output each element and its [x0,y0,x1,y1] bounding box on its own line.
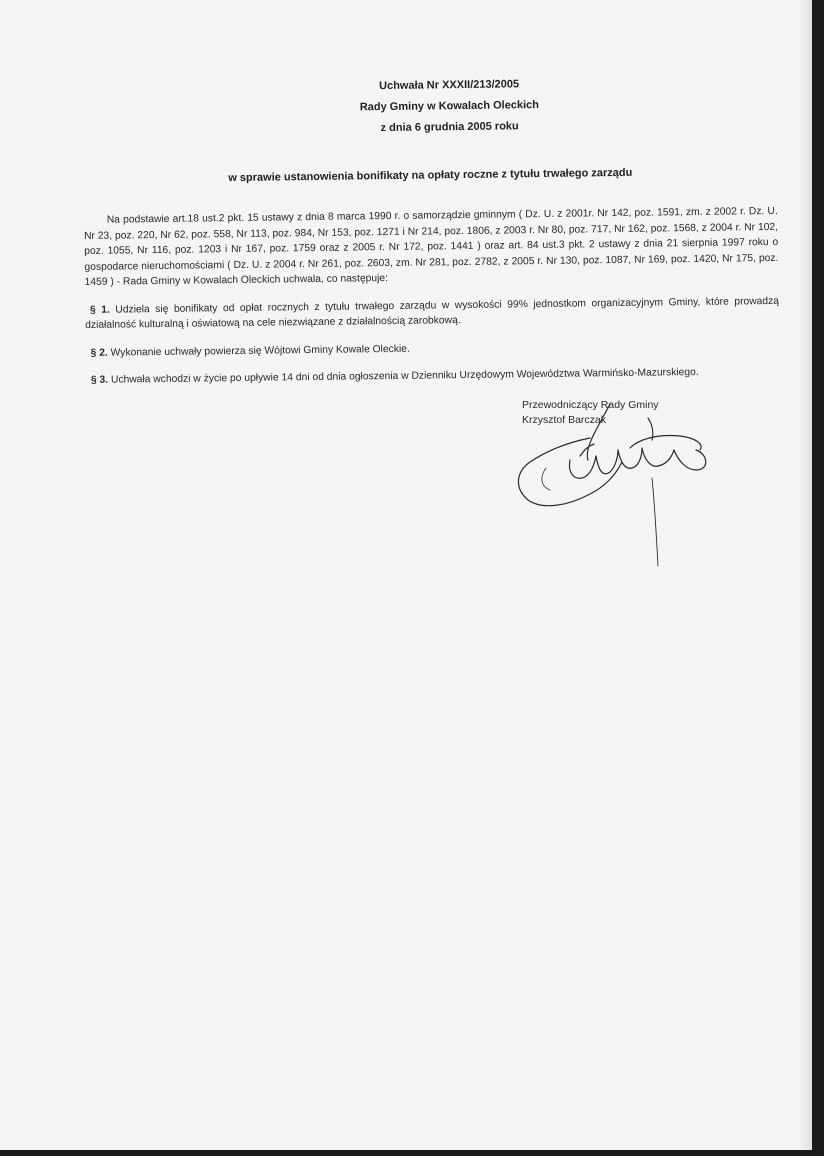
section-2-label: § 2. [90,347,108,359]
section-1-text: Udziela się bonifikaty od opłat rocznych z tytułu trwałego zarządu w wysokości 99% jednostkom organizacyjnym Gminy, które prowadzą działalność kulturalną i oświatową na cele niezwiązane z działalnością zarobkową. [85,295,780,331]
resolution-number: Uchwała Nr XXXII/213/2005 [379,78,520,93]
scan-shadow [798,0,812,1150]
signatory-role: Przewodniczący Rady Gminy [522,399,659,411]
resolution-subject: w sprawie ustanowienia bonifikaty na opłaty roczne z tytułu trwałego zarządu [228,166,633,185]
scan-border-right [812,0,824,1156]
section-2-text: Wykonanie uchwały powierza się Wójtowi Gminy Kowale Oleckie. [110,343,410,359]
section-2 [85,336,779,361]
document-content [82,71,780,389]
legal-basis-preamble: Na podstawie art.18 ust.2 pkt. 15 ustawy z dnia 8 marca 1990 r. o samorządzie gminnym ( Dz. U. z 2001r. Nr 142, poz. 1591, zm. z 2002 r. Dz. U. Nr 23, poz. 220, Nr 62, poz. 558, Nr 113, poz. 984, Nr 153, poz. 1271 i Nr 214, poz. 1806, z 2003 r. Nr 80, poz. 717, Nr 162, poz. 1568, z 2004 r. Nr 102, poz. 1055, Nr 116, poz. 1203 i Nr 167, poz. 1759 oraz z 2005 r. Nr 172, poz. 1441 ) oraz art. 84 ust.3 pkt. 2 ustawy z dnia 21 sierpnia 1997 roku o gospodarce nieruchomościami ( Dz. U. z 2004 r. Nr 261, poz. 2603, zm. Nr 281, poz. 2782, z 2005 r. Nr 130, poz. 1087, Nr 169, poz. 1420, Nr 175, poz. 1459 ) - Rada Gminy w Kowalach Oleckich uchwala, co następuje: [83,205,779,288]
section-3-label: § 3. [90,374,109,386]
section-3-text: Uchwała wchodzi w życie po upływie 14 dni od dnia ogłoszenia w Dzienniku Urzędowym Województwa Warmińsko-Mazurskiego. [110,366,699,386]
signatory-name: Krzysztof Barczak [522,414,607,426]
signature-block [510,398,750,578]
document-header [82,71,777,143]
scan-border-bottom [0,1150,824,1156]
issuing-council: Rady Gminy w Kowalach Oleckich [359,99,540,114]
section-1-label: § 1. [89,304,110,316]
resolution-date: z dnia 6 grudnia 2005 roku [380,120,519,135]
section-3 [86,364,780,389]
section-1 [85,293,779,333]
